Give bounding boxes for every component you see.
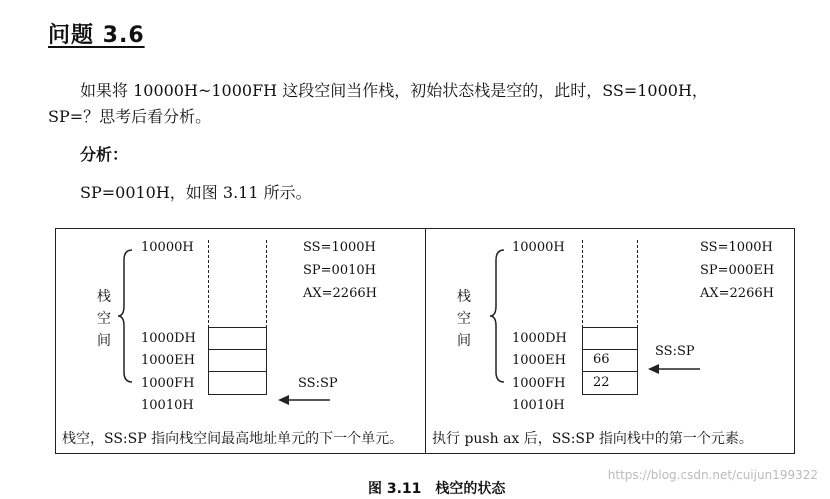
left-addr-10000: 10000H (141, 240, 194, 255)
left-addr-1000e: 1000EH (141, 353, 195, 368)
right-addr-1000e: 1000EH (512, 353, 566, 368)
question-line-1: 如果将 10000H~1000FH 这段空间当作栈，初始状态栈是空的，此时，SS=1000H， (80, 81, 708, 100)
right-stack-brace (488, 248, 508, 384)
right-reg-ax: AX=2266H (700, 286, 774, 301)
left-stack-dashed (208, 240, 267, 328)
question-line-2: SP=？思考后看分析。 (48, 107, 212, 126)
answer-text: SP=0010H，如图 3.11 所示。 (80, 183, 312, 202)
left-stack-brace (116, 248, 136, 384)
left-pointer-arrow (278, 393, 332, 407)
right-reg-ss: SS=1000H (700, 240, 773, 255)
right-cell-1000d (582, 327, 638, 350)
right-value-1000f: 22 (593, 375, 610, 390)
left-addr-1000d: 1000DH (141, 331, 196, 346)
page-title: 问题 3.6 (48, 23, 145, 48)
right-addr-1000d: 1000DH (512, 331, 567, 346)
watermark-url: https://blog.csdn.net/cuijun199322 (607, 468, 818, 482)
right-addr-10000: 10000H (512, 240, 565, 255)
left-cell-1000d (208, 327, 267, 350)
left-addr-1000f: 1000FH (141, 376, 195, 391)
left-cell-1000e (208, 349, 267, 372)
left-caption: 栈空，SS:SP 指向栈空间最高地址单元的下一个单元。 (62, 431, 404, 447)
right-pointer-label: SS:SP (655, 344, 695, 359)
left-stack-label: 栈 空 间 (97, 289, 111, 349)
left-pointer-label: SS:SP (298, 376, 338, 391)
right-addr-1000f: 1000FH (512, 376, 566, 391)
right-addr-10010: 10010H (512, 398, 565, 413)
right-pointer-arrow (648, 362, 702, 376)
right-stack-label: 栈 空 间 (457, 289, 471, 349)
figure-divider (425, 228, 426, 454)
left-cell-1000f (208, 371, 267, 395)
right-stack-dashed (582, 240, 638, 328)
right-value-1000e: 66 (593, 352, 610, 367)
right-cell-1000f (582, 371, 638, 395)
left-reg-ss: SS=1000H (303, 240, 376, 255)
right-reg-sp: SP=000EH (700, 263, 775, 278)
figure-caption: 图 3.11 栈空的状态 (368, 481, 506, 497)
analysis-label: 分析： (80, 145, 129, 164)
left-reg-sp: SP=0010H (303, 263, 376, 278)
right-caption: 执行 push ax 后，SS:SP 指向栈中的第一个元素。 (432, 431, 753, 447)
left-reg-ax: AX=2266H (303, 286, 377, 301)
left-addr-10010: 10010H (141, 398, 194, 413)
right-cell-1000e (582, 349, 638, 372)
